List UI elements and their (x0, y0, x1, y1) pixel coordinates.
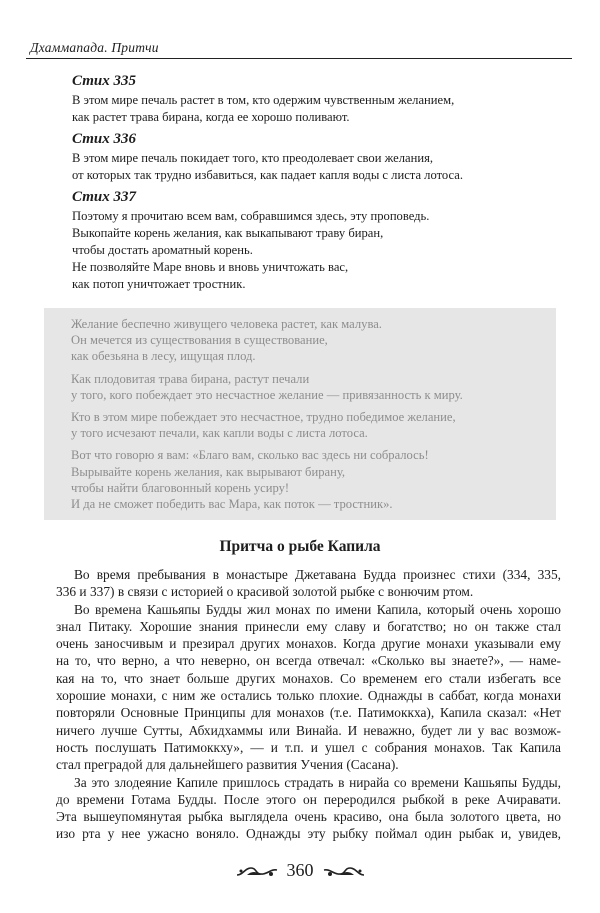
paragraph-line: очень заносчивым и презирал других монахов. Когда другие монахи указывали ему (56, 636, 561, 652)
quote-line: Как плодовитая трава бирана, растут печали (71, 371, 310, 386)
paragraph-line: до времени Готама Будды. После этого он переродился рыбкой в реке Ачиравати. (56, 791, 561, 807)
verse-title: Стих 336 (72, 131, 136, 147)
quote-line: у того исчезают печали, как капли воды с листа лотоса. (71, 426, 368, 441)
quote-stanza (71, 316, 541, 365)
quote-line: И да не сможет победить вас Мара, как поток — тростник». (71, 497, 393, 512)
quote-stanza (71, 447, 541, 512)
quote-stanza (71, 409, 541, 441)
verse-line: Не позволяйте Маре вновь и вновь уничтожать вас, (72, 260, 349, 274)
paragraph-line: ничего лучше Сутты, Абхидхаммы или Винайа. И неважно, будет ли у вас возмож- (56, 722, 561, 738)
quote-line: Вырывайте корень желания, как вырывают бирану, (71, 464, 346, 479)
paragraph-line: 336 и 337) в связи с историей о красивой золотой рыбке с вонючим ртом. (56, 584, 474, 600)
quote-line: Вот что говорю я вам: «Благо вам, сколько вас здесь ни собралось! (71, 448, 429, 463)
right-ornament-icon (320, 860, 368, 880)
paragraph-line: Во времена Кашьяпы Будды жил монах по имени Капила, который очень хорошо (74, 601, 561, 617)
verse-line: от которых так трудно избавиться, как падает капля воды с листа лотоса. (72, 168, 464, 182)
verse-title: Стих 337 (72, 189, 136, 205)
verse-title: Стих 335 (72, 73, 136, 89)
parable-body (56, 566, 561, 843)
verse-line: Выкопайте корень желания, как выкапывают траву биран, (72, 226, 384, 240)
paragraph-line: За это злодеяние Капиле пришлось страдать в нирайа со времени Кашьяпы Будды, (74, 774, 561, 790)
verse-335 (72, 72, 542, 126)
verse-line: В этом мире печаль растет в том, кто одержим чувственным желанием, (72, 93, 455, 107)
page-number: 360 (286, 859, 314, 880)
quote-line: чтобы найти благовонный корень усиру! (71, 480, 290, 495)
header-rule (26, 58, 572, 59)
verse-line: В этом мире печаль покидает того, кто преодолевает свои желания, (72, 151, 434, 165)
paragraph-line: хорошие монахи, с ним же остались только плохие. Однажды в саббат, когда монахи (56, 688, 561, 704)
quote-line: у того, кого побеждает это несчастное желание — привязанность к миру. (71, 387, 463, 402)
verse-line: как растет трава бирана, когда ее хорошо поливают. (72, 110, 350, 124)
quote-text (71, 316, 541, 518)
paragraph-line: знал Питаку. Хорошие знания принесли ему славу и богатство; но он также стал (56, 618, 561, 634)
verse-line: как потоп уничтожает тростник. (72, 277, 246, 291)
verse-line: чтобы достать ароматный корень. (72, 243, 253, 257)
left-ornament-icon (233, 860, 281, 880)
quote-stanza (71, 371, 541, 403)
quote-box (44, 308, 556, 520)
paragraph-line: Эта вышеупомянутая рыбка выглядела очень красиво, она была золотого цвета, но (56, 809, 561, 825)
page-footer (0, 858, 600, 882)
running-header: Дхаммапада. Притчи (30, 40, 159, 55)
paragraph-line: на то, что верно, а что неверно, он всегда отвечал: «Сколько вы знаете?», — наме- (56, 653, 561, 669)
quote-line: Он мечется из существования в существование, (71, 333, 328, 348)
paragraph-line: ность послушать Патимоккху», — и т.п. и ушел с собрания монахов. Так Капила (56, 739, 561, 755)
quote-line: Желание беспечно живущего человека растет, как малува. (71, 317, 382, 331)
verses-section (72, 72, 542, 297)
verse-336 (72, 130, 542, 184)
verse-337 (72, 188, 542, 293)
quote-line: Кто в этом мире побеждает это несчастное, трудно победимое желание, (71, 410, 456, 425)
paragraph-line: Во время пребывания в монастыре Джетавана Будда произнес стихи (334, 335, (74, 567, 561, 582)
paragraph-line: кая на то, что знает больше других монахов. Со временем его стали избегать все (56, 670, 561, 686)
paragraph-line: изо рта у нее ужасно воняло. Однажды эту рыбку поймал один рыбак и, увидев, (56, 826, 561, 842)
paragraph-line: стал преградой для дальнейшего развития Учения (Сасана). (56, 757, 399, 773)
paragraph-line: повторяли Основные Принципы для монахов (т.е. Патимоккха), Капила сказал: «Нет (56, 705, 561, 721)
parable-title: Притча о рыбе Капила (219, 538, 381, 555)
quote-line: как обезьяна в лесу, ищущая плод. (71, 349, 256, 364)
verse-line: Поэтому я прочитаю всем вам, собравшимся здесь, эту проповедь. (72, 209, 430, 223)
